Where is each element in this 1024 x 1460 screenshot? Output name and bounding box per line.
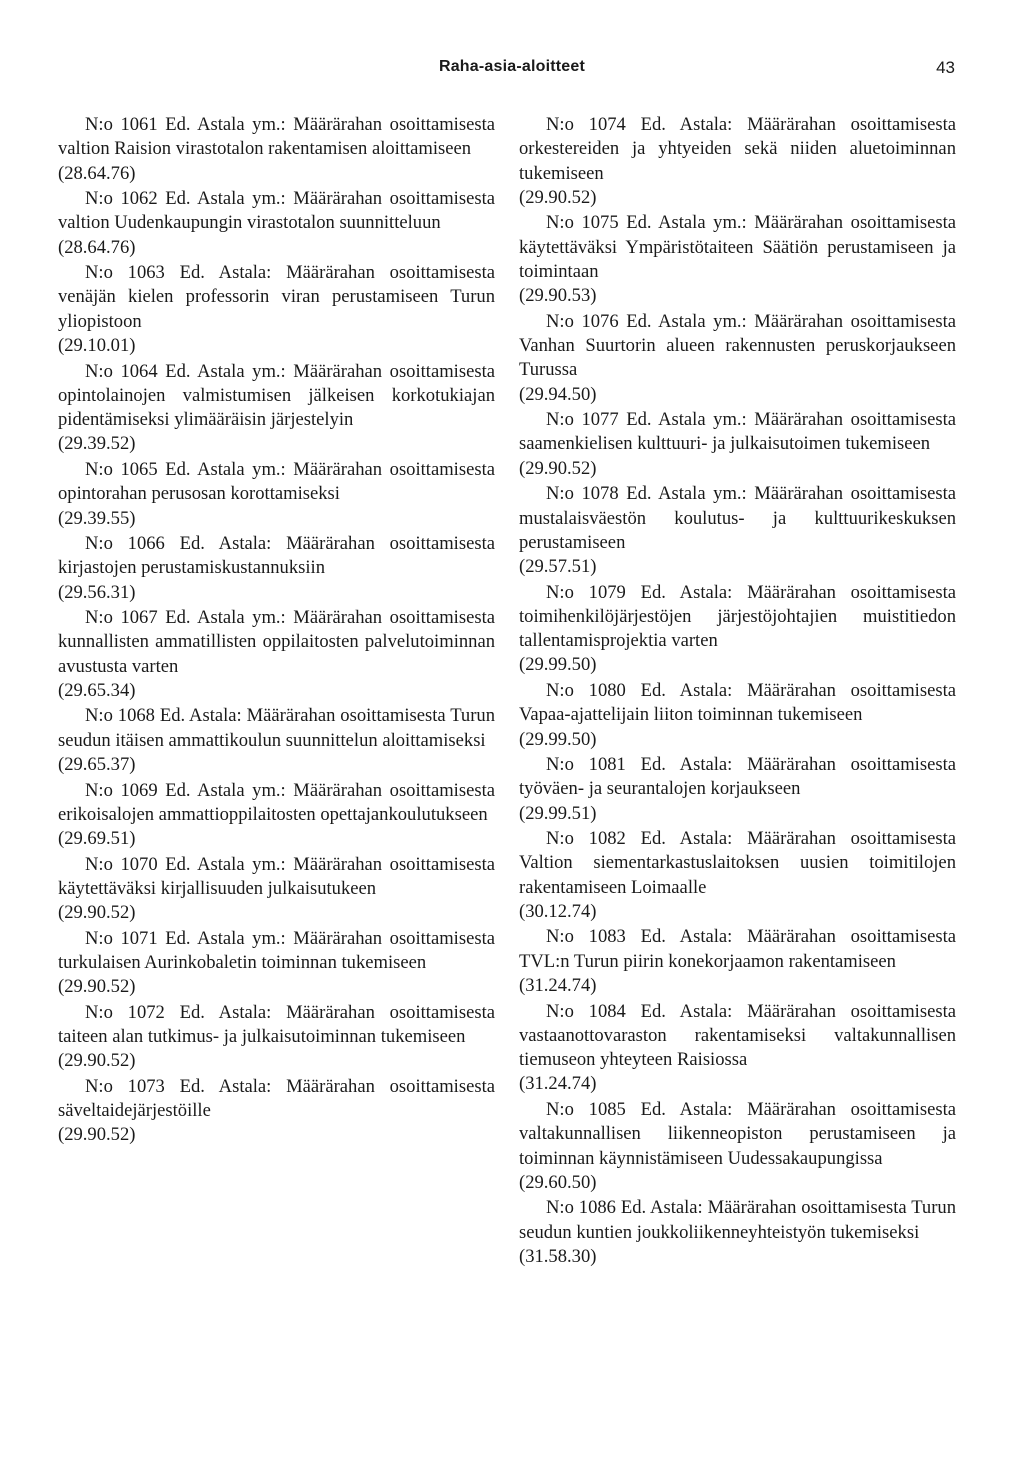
budget-reference: (29.65.37): [58, 754, 136, 776]
motion-text: N:o 1084 Ed. Astala: Määrärahan osoittamisesta vastaanottovaraston rakentamiseksi valtakunnallisen tiemuseon yhteyteen Raisiossa: [519, 1000, 956, 1071]
motion-entry: [519, 1098, 956, 1195]
motion-entry: [519, 827, 956, 924]
budget-reference: (29.90.52): [519, 457, 597, 479]
motion-entry: [58, 532, 495, 605]
budget-reference: (29.69.51): [58, 828, 136, 850]
budget-reference: (29.60.50): [519, 1171, 597, 1193]
motion-entry: [519, 753, 956, 826]
motion-entry: [519, 408, 956, 481]
budget-reference: (29.99.50): [519, 654, 597, 676]
motion-entry: [58, 360, 495, 457]
budget-reference: (31.24.74): [519, 975, 597, 997]
budget-reference: (29.90.52): [58, 902, 136, 924]
budget-reference: (29.56.31): [58, 581, 136, 603]
motion-entry: [519, 925, 956, 998]
budget-reference: (29.57.51): [519, 556, 597, 578]
motion-entry: [58, 1075, 495, 1148]
budget-reference: (28.64.76): [58, 236, 136, 258]
budget-reference: (29.90.52): [58, 1124, 136, 1146]
motion-text: N:o 1075 Ed. Astala ym.: Määrärahan osoittamisesta käytettäväksi Ympäristötaiteen Säätiön perustamiseen ja toimintaan: [519, 212, 956, 282]
motion-entry: [58, 606, 495, 703]
motion-text: N:o 1082 Ed. Astala: Määrärahan osoittamisesta Valtion siementarkastuslaitoksen uusien toimitilojen rakentamiseen Loimaalle: [519, 828, 956, 898]
motion-entry: [58, 1001, 495, 1074]
budget-reference: (29.99.50): [519, 728, 597, 750]
motion-text: N:o 1066 Ed. Astala: Määrärahan osoittamisesta kirjastojen perustamiskustannuksiin: [58, 532, 495, 579]
motion-entry: [58, 458, 495, 531]
motion-entry: [519, 113, 956, 210]
budget-reference: (29.10.01): [58, 335, 136, 357]
budget-reference: (29.65.34): [58, 679, 136, 701]
motion-text: N:o 1074 Ed. Astala: Määrärahan osoittamisesta orkestereiden ja yhtyeiden sekä niiden aluetoiminnan tukemiseen: [519, 114, 956, 184]
right-column: [519, 113, 956, 1270]
motion-entry: [58, 779, 495, 852]
motion-entry: [519, 1000, 956, 1097]
motion-text: N:o 1071 Ed. Astala ym.: Määrärahan osoittamisesta turkulaisen Aurinkobaletin toiminnan tukemiseen: [58, 927, 495, 973]
motion-entry: [519, 211, 956, 308]
motion-text: N:o 1076 Ed. Astala ym.: Määrärahan osoittamisesta Vanhan Suurtorin alueen rakennusten peruskorjaukseen Turussa: [519, 310, 956, 381]
motion-entry: [58, 187, 495, 260]
budget-reference: (29.90.52): [58, 1050, 136, 1072]
budget-reference: (29.39.55): [58, 507, 136, 529]
budget-reference: (29.90.53): [519, 285, 597, 307]
motion-text: N:o 1062 Ed. Astala ym.: Määrärahan osoittamisesta valtion Uudenkaupungin virastotalon suunnitteluun: [58, 188, 495, 234]
motion-entry: [58, 113, 495, 186]
budget-reference: (29.99.51): [519, 802, 597, 824]
motion-text: N:o 1080 Ed. Astala: Määrärahan osoittamisesta Vapaa-ajattelijain liiton toiminnan tukemiseen: [519, 679, 956, 726]
running-title: Raha-asia-aloitteet: [438, 58, 586, 75]
motion-text: N:o 1064 Ed. Astala ym.: Määrärahan osoittamisesta opintolainojen valmistumisen jälkeisen korkotukiajan pidentämiseksi ylimääräisin järjestelyin: [58, 360, 495, 431]
motion-text: N:o 1061 Ed. Astala ym.: Määrärahan osoittamisesta valtion Raision virastotalon rakentamisen aloittamiseen: [58, 114, 495, 160]
left-column: [58, 113, 495, 1149]
budget-reference: (29.90.52): [519, 186, 597, 208]
page-number: 43: [936, 58, 955, 77]
motion-text: N:o 1077 Ed. Astala ym.: Määrärahan osoittamisesta saamenkielisen kulttuuri- ja julkaisutoimen tukemiseen: [519, 409, 956, 455]
motion-text: N:o 1078 Ed. Astala ym.: Määrärahan osoittamisesta mustalaisväestön koulutus- ja kulttuurikeskuksen perustamiseen: [519, 483, 956, 553]
budget-reference: (30.12.74): [519, 901, 597, 922]
motion-text: N:o 1067 Ed. Astala ym.: Määrärahan osoittamisesta kunnallisten ammatillisten oppilaitosten palvelutoiminnan avustusta varten: [58, 607, 495, 677]
motion-text: N:o 1072 Ed. Astala: Määrärahan osoittamisesta taiteen alan tutkimus- ja julkaisutoiminnan tukemiseen: [58, 1001, 495, 1048]
motion-text: N:o 1070 Ed. Astala ym.: Määrärahan osoittamisesta käytettäväksi kirjallisuuden julkaisutukeen: [58, 853, 495, 899]
budget-reference: (29.90.52): [58, 976, 136, 998]
budget-reference: (31.24.74): [519, 1073, 597, 1095]
motion-entry: [58, 927, 495, 1000]
motion-entry: [519, 679, 956, 752]
motion-text: N:o 1073 Ed. Astala: Määrärahan osoittamisesta säveltaidejärjestöille: [58, 1075, 495, 1122]
motion-entry: [58, 853, 495, 926]
motion-text: N:o 1079 Ed. Astala: Määrärahan osoittamisesta toimihenkilöjärjestöjen järjestöjohtajien muistitiedon tallentamisprojektia varten: [519, 581, 956, 652]
motion-text: N:o 1063 Ed. Astala: Määrärahan osoittamisesta venäjän kielen professorin viran perustamiseen Turun yliopistoon: [58, 262, 495, 332]
motion-entry: [519, 1196, 956, 1269]
budget-reference: (28.64.76): [58, 162, 136, 184]
motion-text: N:o 1069 Ed. Astala ym.: Määrärahan osoittamisesta erikoisalojen ammattioppilaitosten opettajankoulutukseen: [58, 779, 495, 825]
motion-entry: [519, 581, 956, 678]
budget-reference: (29.94.50): [519, 383, 597, 405]
budget-reference: (31.58.30): [519, 1245, 597, 1267]
motion-text: N:o 1081 Ed. Astala: Määrärahan osoittamisesta työväen- ja seurantalojen korjaukseen: [519, 754, 956, 800]
motion-text: N:o 1065 Ed. Astala ym.: Määrärahan osoittamisesta opintorahan perusosan korottamiseksi: [58, 458, 495, 505]
motion-text: N:o 1086 Ed. Astala: Määrärahan osoittamisesta Turun seudun kuntien joukkoliikenneyhteistyön tukemiseksi: [519, 1197, 956, 1243]
budget-reference: (29.39.52): [58, 433, 136, 455]
motion-text: N:o 1083 Ed. Astala: Määrärahan osoittamisesta TVL:n Turun piirin konekorjaamon rakentamiseen: [519, 926, 956, 972]
page-header: [0, 58, 1024, 88]
motion-entry: [58, 261, 495, 358]
motion-entry: [519, 310, 956, 407]
motion-text: N:o 1068 Ed. Astala: Määrärahan osoittamisesta Turun seudun itäisen ammattikoulun suunnittelun aloittamiseksi: [58, 705, 495, 751]
motion-text: N:o 1085 Ed. Astala: Määrärahan osoittamisesta valtakunnallisen liikenneopiston perustamiseen ja toiminnan käynnistämiseen Uudessakaupungissa: [519, 1098, 956, 1169]
motion-entry: [58, 704, 495, 777]
motion-entry: [519, 482, 956, 579]
